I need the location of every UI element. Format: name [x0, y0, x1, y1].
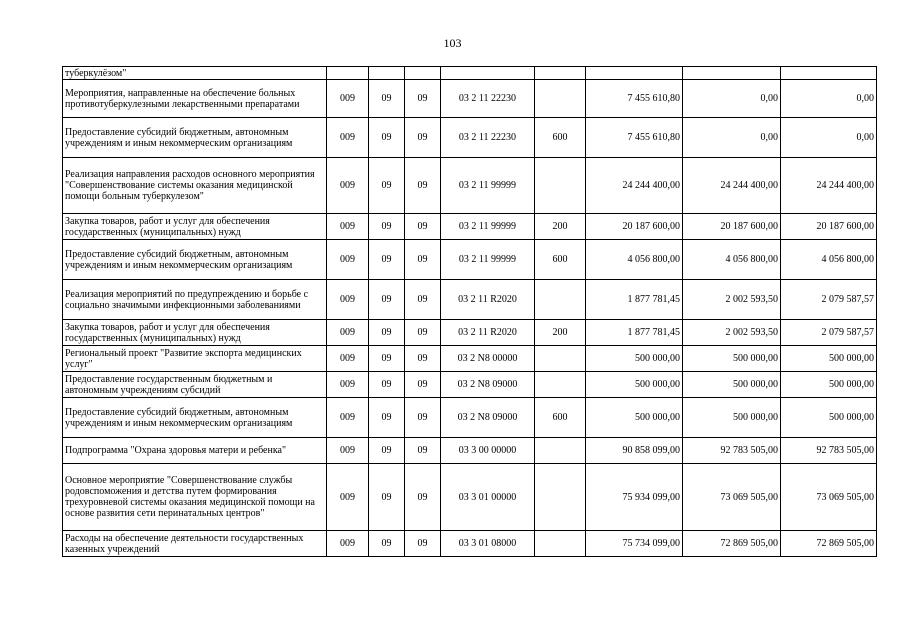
table-row — [63, 531, 877, 557]
section-code-cell: 09 — [369, 438, 405, 464]
subsection-code-cell: 09 — [405, 320, 441, 346]
amount-cell: 72 869 505,00 — [781, 531, 877, 557]
amount-cell: 24 244 400,00 — [683, 158, 781, 214]
table-row — [63, 346, 877, 372]
amount-cell: 7 455 610,80 — [586, 118, 683, 158]
subsection-code-cell: 09 — [405, 280, 441, 320]
expense-type-cell — [535, 67, 586, 80]
section-code-cell — [369, 67, 405, 80]
section-code-cell: 09 — [369, 372, 405, 398]
amount-cell: 4 056 800,00 — [586, 240, 683, 280]
row-name-cell: Реализация мероприятий по предупреждению и борьбе с социально значимыми инфекционными заболеваниями — [63, 280, 327, 320]
amount-cell: 500 000,00 — [781, 372, 877, 398]
expense-type-cell: 200 — [535, 320, 586, 346]
target-article-cell: 03 3 01 00000 — [441, 464, 535, 531]
ministry-code-cell: 009 — [327, 320, 369, 346]
target-article-cell: 03 2 11 99999 — [441, 240, 535, 280]
amount-cell: 75 934 099,00 — [586, 464, 683, 531]
amount-cell: 2 002 593,50 — [683, 280, 781, 320]
expense-type-cell — [535, 158, 586, 214]
target-article-cell: 03 2 11 99999 — [441, 214, 535, 240]
ministry-code-cell: 009 — [327, 346, 369, 372]
ministry-code-cell: 009 — [327, 158, 369, 214]
subsection-code-cell: 09 — [405, 372, 441, 398]
ministry-code-cell: 009 — [327, 118, 369, 158]
table-row — [63, 280, 877, 320]
expense-type-cell — [535, 280, 586, 320]
row-name-cell: Реализация направления расходов основного мероприятия "Совершенствование системы оказания медицинской помощи больным туберкулезом" — [63, 158, 327, 214]
section-code-cell: 09 — [369, 158, 405, 214]
amount-cell: 2 002 593,50 — [683, 320, 781, 346]
amount-cell: 0,00 — [781, 80, 877, 118]
ministry-code-cell: 009 — [327, 531, 369, 557]
amount-cell: 73 069 505,00 — [781, 464, 877, 531]
target-article-cell: 03 2 N8 09000 — [441, 398, 535, 438]
amount-cell: 75 734 099,00 — [586, 531, 683, 557]
ministry-code-cell: 009 — [327, 438, 369, 464]
section-code-cell: 09 — [369, 346, 405, 372]
amount-cell: 500 000,00 — [586, 346, 683, 372]
amount-cell: 1 877 781,45 — [586, 320, 683, 346]
amount-cell: 24 244 400,00 — [781, 158, 877, 214]
expense-type-cell — [535, 80, 586, 118]
ministry-code-cell: 009 — [327, 398, 369, 438]
section-code-cell: 09 — [369, 320, 405, 346]
section-code-cell: 09 — [369, 531, 405, 557]
amount-cell: 73 069 505,00 — [683, 464, 781, 531]
amount-cell — [586, 67, 683, 80]
amount-cell — [683, 67, 781, 80]
subsection-code-cell: 09 — [405, 346, 441, 372]
section-code-cell: 09 — [369, 240, 405, 280]
budget-table — [62, 66, 877, 557]
table-row — [63, 158, 877, 214]
expense-type-cell — [535, 346, 586, 372]
target-article-cell: 03 2 11 R2020 — [441, 280, 535, 320]
amount-cell: 500 000,00 — [781, 346, 877, 372]
amount-cell: 500 000,00 — [586, 372, 683, 398]
amount-cell: 0,00 — [781, 118, 877, 158]
subsection-code-cell: 09 — [405, 398, 441, 438]
target-article-cell: 03 3 00 00000 — [441, 438, 535, 464]
subsection-code-cell: 09 — [405, 438, 441, 464]
ministry-code-cell: 009 — [327, 280, 369, 320]
row-name-cell: Предоставление субсидий бюджетным, автономным учреждениям и иным некоммерческим организациям — [63, 118, 327, 158]
subsection-code-cell: 09 — [405, 531, 441, 557]
section-code-cell: 09 — [369, 214, 405, 240]
amount-cell: 500 000,00 — [683, 398, 781, 438]
amount-cell: 20 187 600,00 — [586, 214, 683, 240]
table-body — [63, 67, 877, 557]
row-name-cell: Предоставление государственным бюджетным и автономным учреждениям субсидий — [63, 372, 327, 398]
row-name-cell: Основное мероприятие "Совершенствование службы родовспоможения и детства путем формирования трехуровневой системы оказания медицинской помощи на основе развития сети перинатальных центров" — [63, 464, 327, 531]
subsection-code-cell: 09 — [405, 464, 441, 531]
amount-cell: 1 877 781,45 — [586, 280, 683, 320]
page-number: 103 — [443, 36, 462, 50]
target-article-cell: 03 2 11 99999 — [441, 158, 535, 214]
row-name-cell: Закупка товаров, работ и услуг для обеспечения государственных (муниципальных) нужд — [63, 214, 327, 240]
section-code-cell: 09 — [369, 280, 405, 320]
row-name-cell: туберкулёзом" — [63, 67, 327, 80]
amount-cell: 72 869 505,00 — [683, 531, 781, 557]
section-code-cell: 09 — [369, 118, 405, 158]
subsection-code-cell: 09 — [405, 118, 441, 158]
amount-cell: 7 455 610,80 — [586, 80, 683, 118]
amount-cell: 0,00 — [683, 80, 781, 118]
amount-cell: 4 056 800,00 — [683, 240, 781, 280]
expense-type-cell — [535, 464, 586, 531]
target-article-cell: 03 2 11 22230 — [441, 118, 535, 158]
subsection-code-cell: 09 — [405, 214, 441, 240]
ministry-code-cell — [327, 67, 369, 80]
ministry-code-cell: 009 — [327, 214, 369, 240]
target-article-cell: 03 2 N8 09000 — [441, 372, 535, 398]
ministry-code-cell: 009 — [327, 372, 369, 398]
expense-type-cell — [535, 438, 586, 464]
expense-type-cell — [535, 372, 586, 398]
amount-cell: 20 187 600,00 — [683, 214, 781, 240]
row-name-cell: Закупка товаров, работ и услуг для обеспечения государственных (муниципальных) нужд — [63, 320, 327, 346]
section-code-cell: 09 — [369, 464, 405, 531]
amount-cell: 0,00 — [683, 118, 781, 158]
row-name-cell: Подпрограмма "Охрана здоровья матери и ребенка" — [63, 438, 327, 464]
table-row — [63, 214, 877, 240]
row-name-cell: Региональный проект "Развитие экспорта медицинских услуг" — [63, 346, 327, 372]
table-row — [63, 240, 877, 280]
table-row — [63, 464, 877, 531]
table-row — [63, 372, 877, 398]
ministry-code-cell: 009 — [327, 464, 369, 531]
row-name-cell: Расходы на обеспечение деятельности государственных казенных учреждений — [63, 531, 327, 557]
amount-cell: 500 000,00 — [683, 346, 781, 372]
amount-cell: 500 000,00 — [586, 398, 683, 438]
expense-type-cell — [535, 531, 586, 557]
ministry-code-cell: 009 — [327, 80, 369, 118]
row-name-cell: Предоставление субсидий бюджетным, автономным учреждениям и иным некоммерческим организациям — [63, 398, 327, 438]
subsection-code-cell: 09 — [405, 240, 441, 280]
expense-type-cell: 600 — [535, 240, 586, 280]
subsection-code-cell — [405, 67, 441, 80]
table-row — [63, 320, 877, 346]
target-article-cell: 03 2 N8 00000 — [441, 346, 535, 372]
amount-cell: 90 858 099,00 — [586, 438, 683, 464]
amount-cell: 2 079 587,57 — [781, 280, 877, 320]
expense-type-cell: 600 — [535, 398, 586, 438]
ministry-code-cell: 009 — [327, 240, 369, 280]
amount-cell: 92 783 505,00 — [683, 438, 781, 464]
target-article-cell: 03 2 11 R2020 — [441, 320, 535, 346]
expense-type-cell: 200 — [535, 214, 586, 240]
amount-cell: 500 000,00 — [683, 372, 781, 398]
row-name-cell: Предоставление субсидий бюджетным, автономным учреждениям и иным некоммерческим организациям — [63, 240, 327, 280]
expense-type-cell: 600 — [535, 118, 586, 158]
amount-cell: 92 783 505,00 — [781, 438, 877, 464]
subsection-code-cell: 09 — [405, 80, 441, 118]
table-row — [63, 398, 877, 438]
target-article-cell — [441, 67, 535, 80]
row-name-cell: Мероприятия, направленные на обеспечение больных противотуберкулезными лекарственными препаратами — [63, 80, 327, 118]
table-row — [63, 80, 877, 118]
section-code-cell: 09 — [369, 398, 405, 438]
amount-cell: 24 244 400,00 — [586, 158, 683, 214]
target-article-cell: 03 3 01 08000 — [441, 531, 535, 557]
amount-cell: 2 079 587,57 — [781, 320, 877, 346]
target-article-cell: 03 2 11 22230 — [441, 80, 535, 118]
amount-cell — [781, 67, 877, 80]
table-row — [63, 118, 877, 158]
amount-cell: 500 000,00 — [781, 398, 877, 438]
subsection-code-cell: 09 — [405, 158, 441, 214]
section-code-cell: 09 — [369, 80, 405, 118]
amount-cell: 4 056 800,00 — [781, 240, 877, 280]
table-row — [63, 67, 877, 80]
table-row — [63, 438, 877, 464]
amount-cell: 20 187 600,00 — [781, 214, 877, 240]
